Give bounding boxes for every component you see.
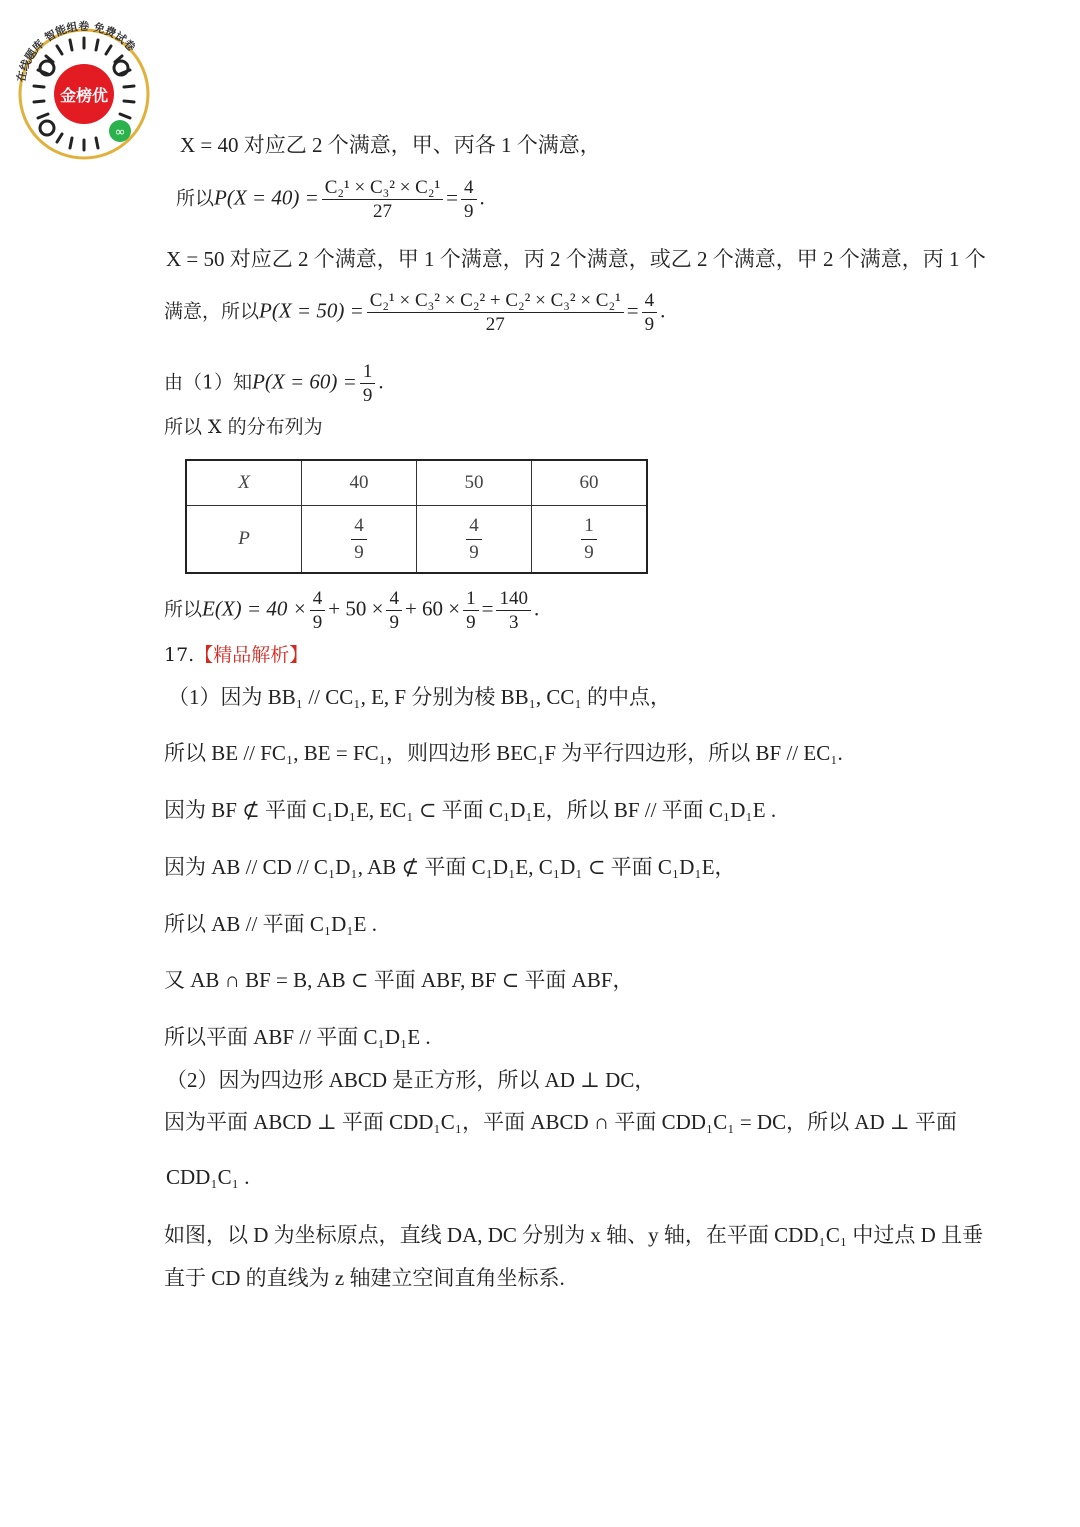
- table-header-50: 50: [417, 460, 532, 506]
- para-12: 直于 CD 的直线为 z 轴建立空间直角坐标系.: [164, 1266, 565, 1290]
- table-cell-p50: $\frac{4}{9}$: [417, 506, 532, 574]
- para-5: 所以 AB // 平面 C₁D₁E .: [164, 912, 377, 936]
- table-cell-p40: $\frac{4}{9}$: [302, 506, 417, 574]
- para-4: 因为 AB // CD // C₁D₁, AB ⊄ 平面 C₁D₁E, C₁D₁ ⊂ 平面 C₁D₁E，: [164, 855, 736, 879]
- distribution-table: [185, 459, 648, 574]
- svg-text:∞: ∞: [114, 125, 126, 140]
- line-5: 由（1）知P(X = 60) = $\frac{1}{9}$ .: [164, 361, 384, 406]
- line-7: 所以E(X) = 40 × $\frac{4}{9}$ + 50 × $\frac{4}{9}$ + 60 × $\frac{1}{9}$ = $\frac{140}{3}$ .: [164, 588, 540, 633]
- table-header-60: 60: [532, 460, 648, 506]
- para-1: （1）因为 BB₁ // CC₁, E, F 分别为棱 BB₁, CC₁ 的中点，: [168, 685, 672, 709]
- line-6: 所以 X 的分布列为: [164, 416, 323, 438]
- line-2: 所以P(X = 40) = $\frac{\text{C₂¹ × C₃² × C₂¹}}{27}$ = $\frac{4}{9}$ .: [176, 177, 485, 222]
- line-3: X = 50 对应乙 2 个满意，甲 1 个满意，丙 2 个满意，或乙 2 个满意，甲 2 个满意，丙 1 个: [166, 247, 986, 271]
- table-row-p: P: [186, 506, 302, 574]
- para-11: 如图，以 D 为坐标原点，直线 DA, DC 分别为 x 轴、y 轴，在平面 CDD₁C₁ 中过点 D 且垂: [164, 1223, 984, 1247]
- table-header-x: X: [186, 460, 302, 506]
- para-9: 因为平面 ABCD ⊥ 平面 CDD₁C₁，平面 ABCD ∩ 平面 CDD₁C₁ = DC，所以 AD ⊥ 平面: [164, 1110, 957, 1134]
- line-4: 满意，所以P(X = 50) = $\frac{\text{C₂¹ × C₃² × C₂² + C₂² × C₃² × C₂¹}}{27}$ = $\frac{4}{9}$ .: [164, 290, 666, 335]
- para-6: 又 AB ∩ BF = B, AB ⊂ 平面 ABF, BF ⊂ 平面 ABF，: [164, 968, 634, 992]
- qr-logo: [10, 10, 158, 160]
- para-3: 因为 BF ⊄ 平面 C₁D₁E, EC₁ ⊂ 平面 C₁D₁E，所以 BF // 平面 C₁D₁E .: [164, 798, 777, 822]
- logo-arc-text: 在线题库 智能组卷 免费试卷: [14, 19, 138, 84]
- para-2: 所以 BE // FC₁, BE = FC₁，则四边形 BEC₁F 为平行四边形，所以 BF // EC₁.: [164, 741, 843, 765]
- logo-name: 金榜优: [59, 86, 109, 105]
- para-7: 所以平面 ABF // 平面 C₁D₁E .: [164, 1025, 431, 1049]
- line-1: X = 40 对应乙 2 个满意，甲、丙各 1 个满意，: [180, 133, 601, 157]
- section-17-heading: 17.【精品解析】: [164, 644, 309, 666]
- table-header-40: 40: [302, 460, 417, 506]
- para-10: CDD₁C₁ .: [166, 1165, 250, 1189]
- para-8: （2）因为四边形 ABCD 是正方形，所以 AD ⊥ DC，: [166, 1068, 656, 1092]
- table-cell-p60: $\frac{1}{9}$: [532, 506, 648, 574]
